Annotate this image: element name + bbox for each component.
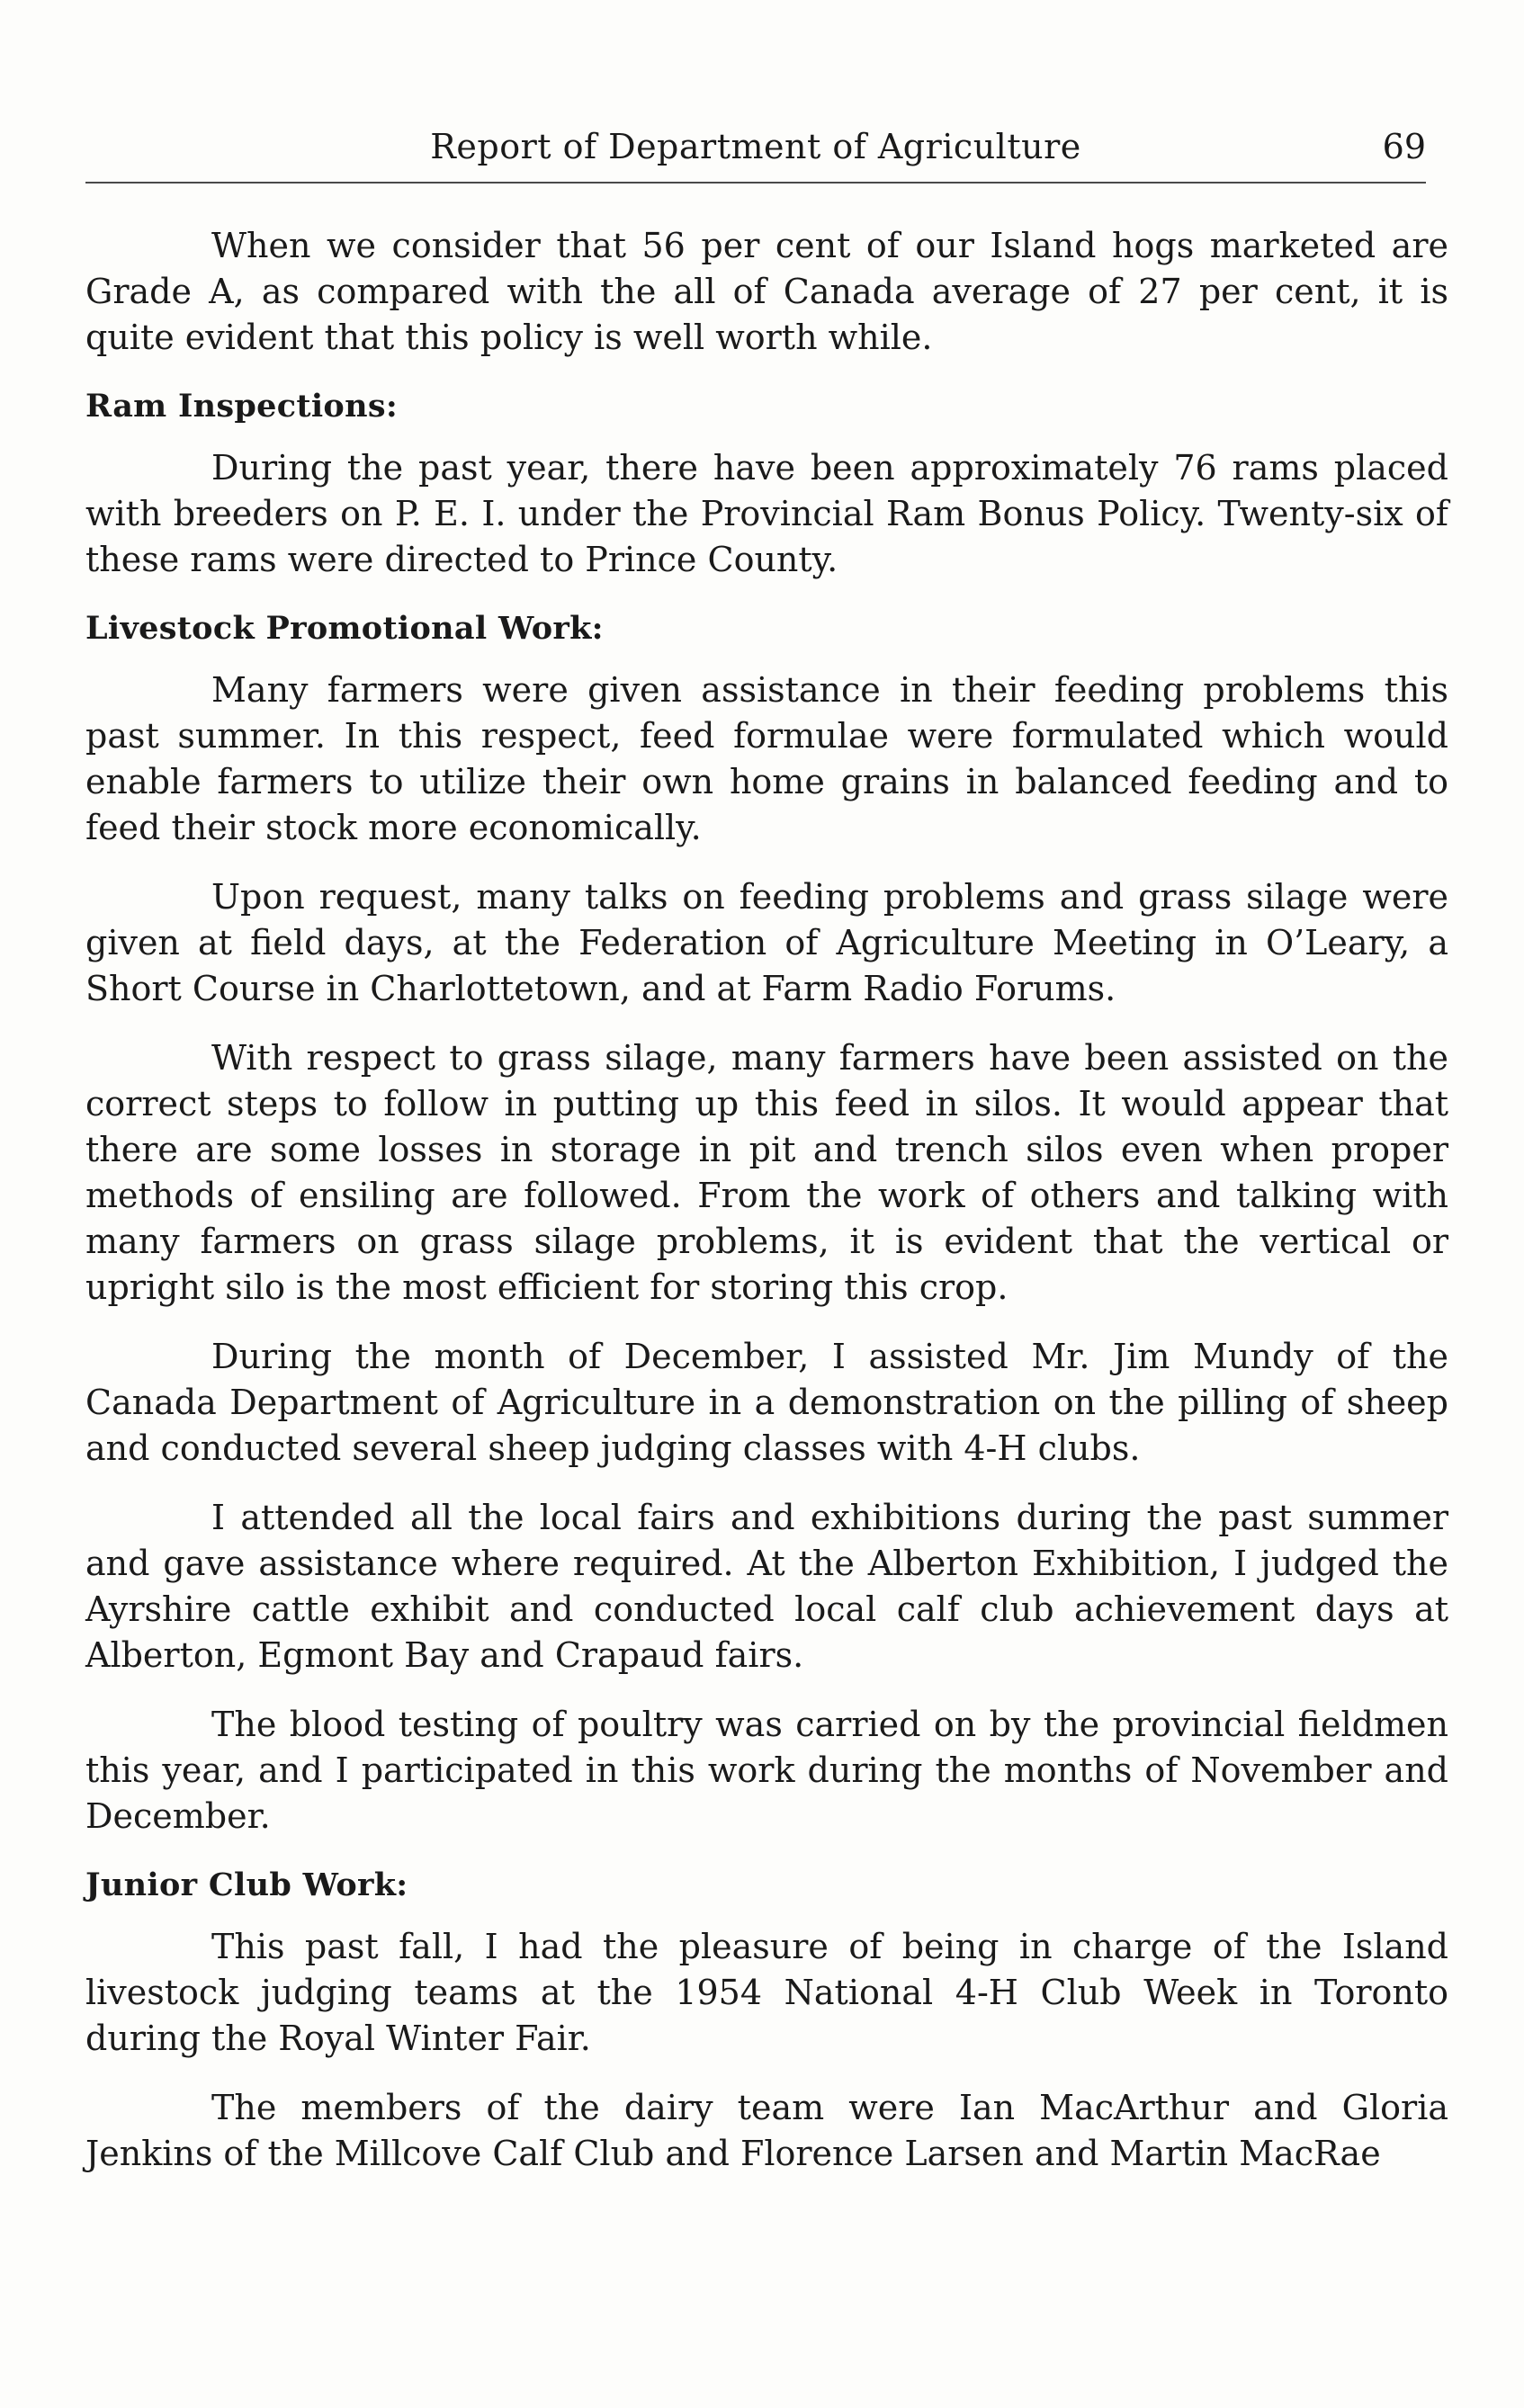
paragraph-blood-testing: The blood testing of poultry was carried on by the provincial fieldmen this year, and I participated in this work during the months of November and December. xyxy=(85,1705,1448,1836)
document-body xyxy=(85,223,1448,2200)
paragraph-ram-inspections: During the past year, there have been approximately 76 rams placed with breeders on P. E. I. under the Provincial Ram Bonus Policy. Twenty-six of these rams were directed to Prince County. xyxy=(85,448,1448,579)
running-title: Report of Department of Agriculture xyxy=(430,127,1081,166)
paragraph-dairy-team: The members of the dairy team were Ian MacArthur and Gloria Jenkins of the Millcove Calf Club and Florence Larsen and Martin MacRae xyxy=(85,2088,1448,2173)
paragraph-feeding-problems: Many farmers were given assistance in their feeding problems this past summer. In this respect, feed formulae were formulated which would enable farmers to utilize their own home grains in balanced feeding and to feed their stock more economically. xyxy=(85,670,1448,847)
paragraph-december-demonstration: During the month of December, I assisted Mr. Jim Mundy of the Canada Department of Agriculture in a demonstration on the pilling of sheep and conducted several sheep judging classes with 4-H clubs. xyxy=(85,1337,1448,1468)
page-header xyxy=(85,121,1426,175)
heading-livestock-promotional-work: Livestock Promotional Work: xyxy=(85,610,604,647)
paragraph-talks: Upon request, many talks on feeding problems and grass silage were given at field days, at the Federation of Agriculture Meeting in O’Leary, a Short Course in Charlottetown, and at Farm Radio Forums. xyxy=(85,877,1448,1008)
heading-ram-inspections: Ram Inspections: xyxy=(85,388,399,425)
page-number: 69 xyxy=(1382,127,1426,166)
header-rule xyxy=(85,182,1426,184)
heading-junior-club-work: Junior Club Work: xyxy=(85,1866,408,1903)
paragraph-grass-silage: With respect to grass silage, many farmers have been assisted on the correct steps to follow in putting up this feed in silos. It would appear that there are some losses in storage in pit and trench silos even when proper methods of ensiling are followed. From the work of others and talking with many farmers on grass silage problems, it is evident that the vertical or upright silo is the most efficient for storing this crop. xyxy=(85,1038,1448,1307)
paragraph-hogs-grade: When we consider that 56 per cent of our Island hogs marketed are Grade A, as compared with the all of Canada average of 27 per cent, it is quite evident that this policy is well worth while. xyxy=(85,226,1448,357)
paragraph-judging-teams: This past fall, I had the pleasure of being in charge of the Island livestock judging teams at the 1954 National 4-H Club Week in Toronto during the Royal Winter Fair. xyxy=(85,1927,1448,2058)
paragraph-fairs-exhibitions: I attended all the local fairs and exhibitions during the past summer and gave assistance where required. At the Alberton Exhibition, I judged the Ayrshire cattle exhibit and conducted local calf club achievement days at Alberton, Egmont Bay and Crapaud fairs. xyxy=(85,1498,1448,1675)
